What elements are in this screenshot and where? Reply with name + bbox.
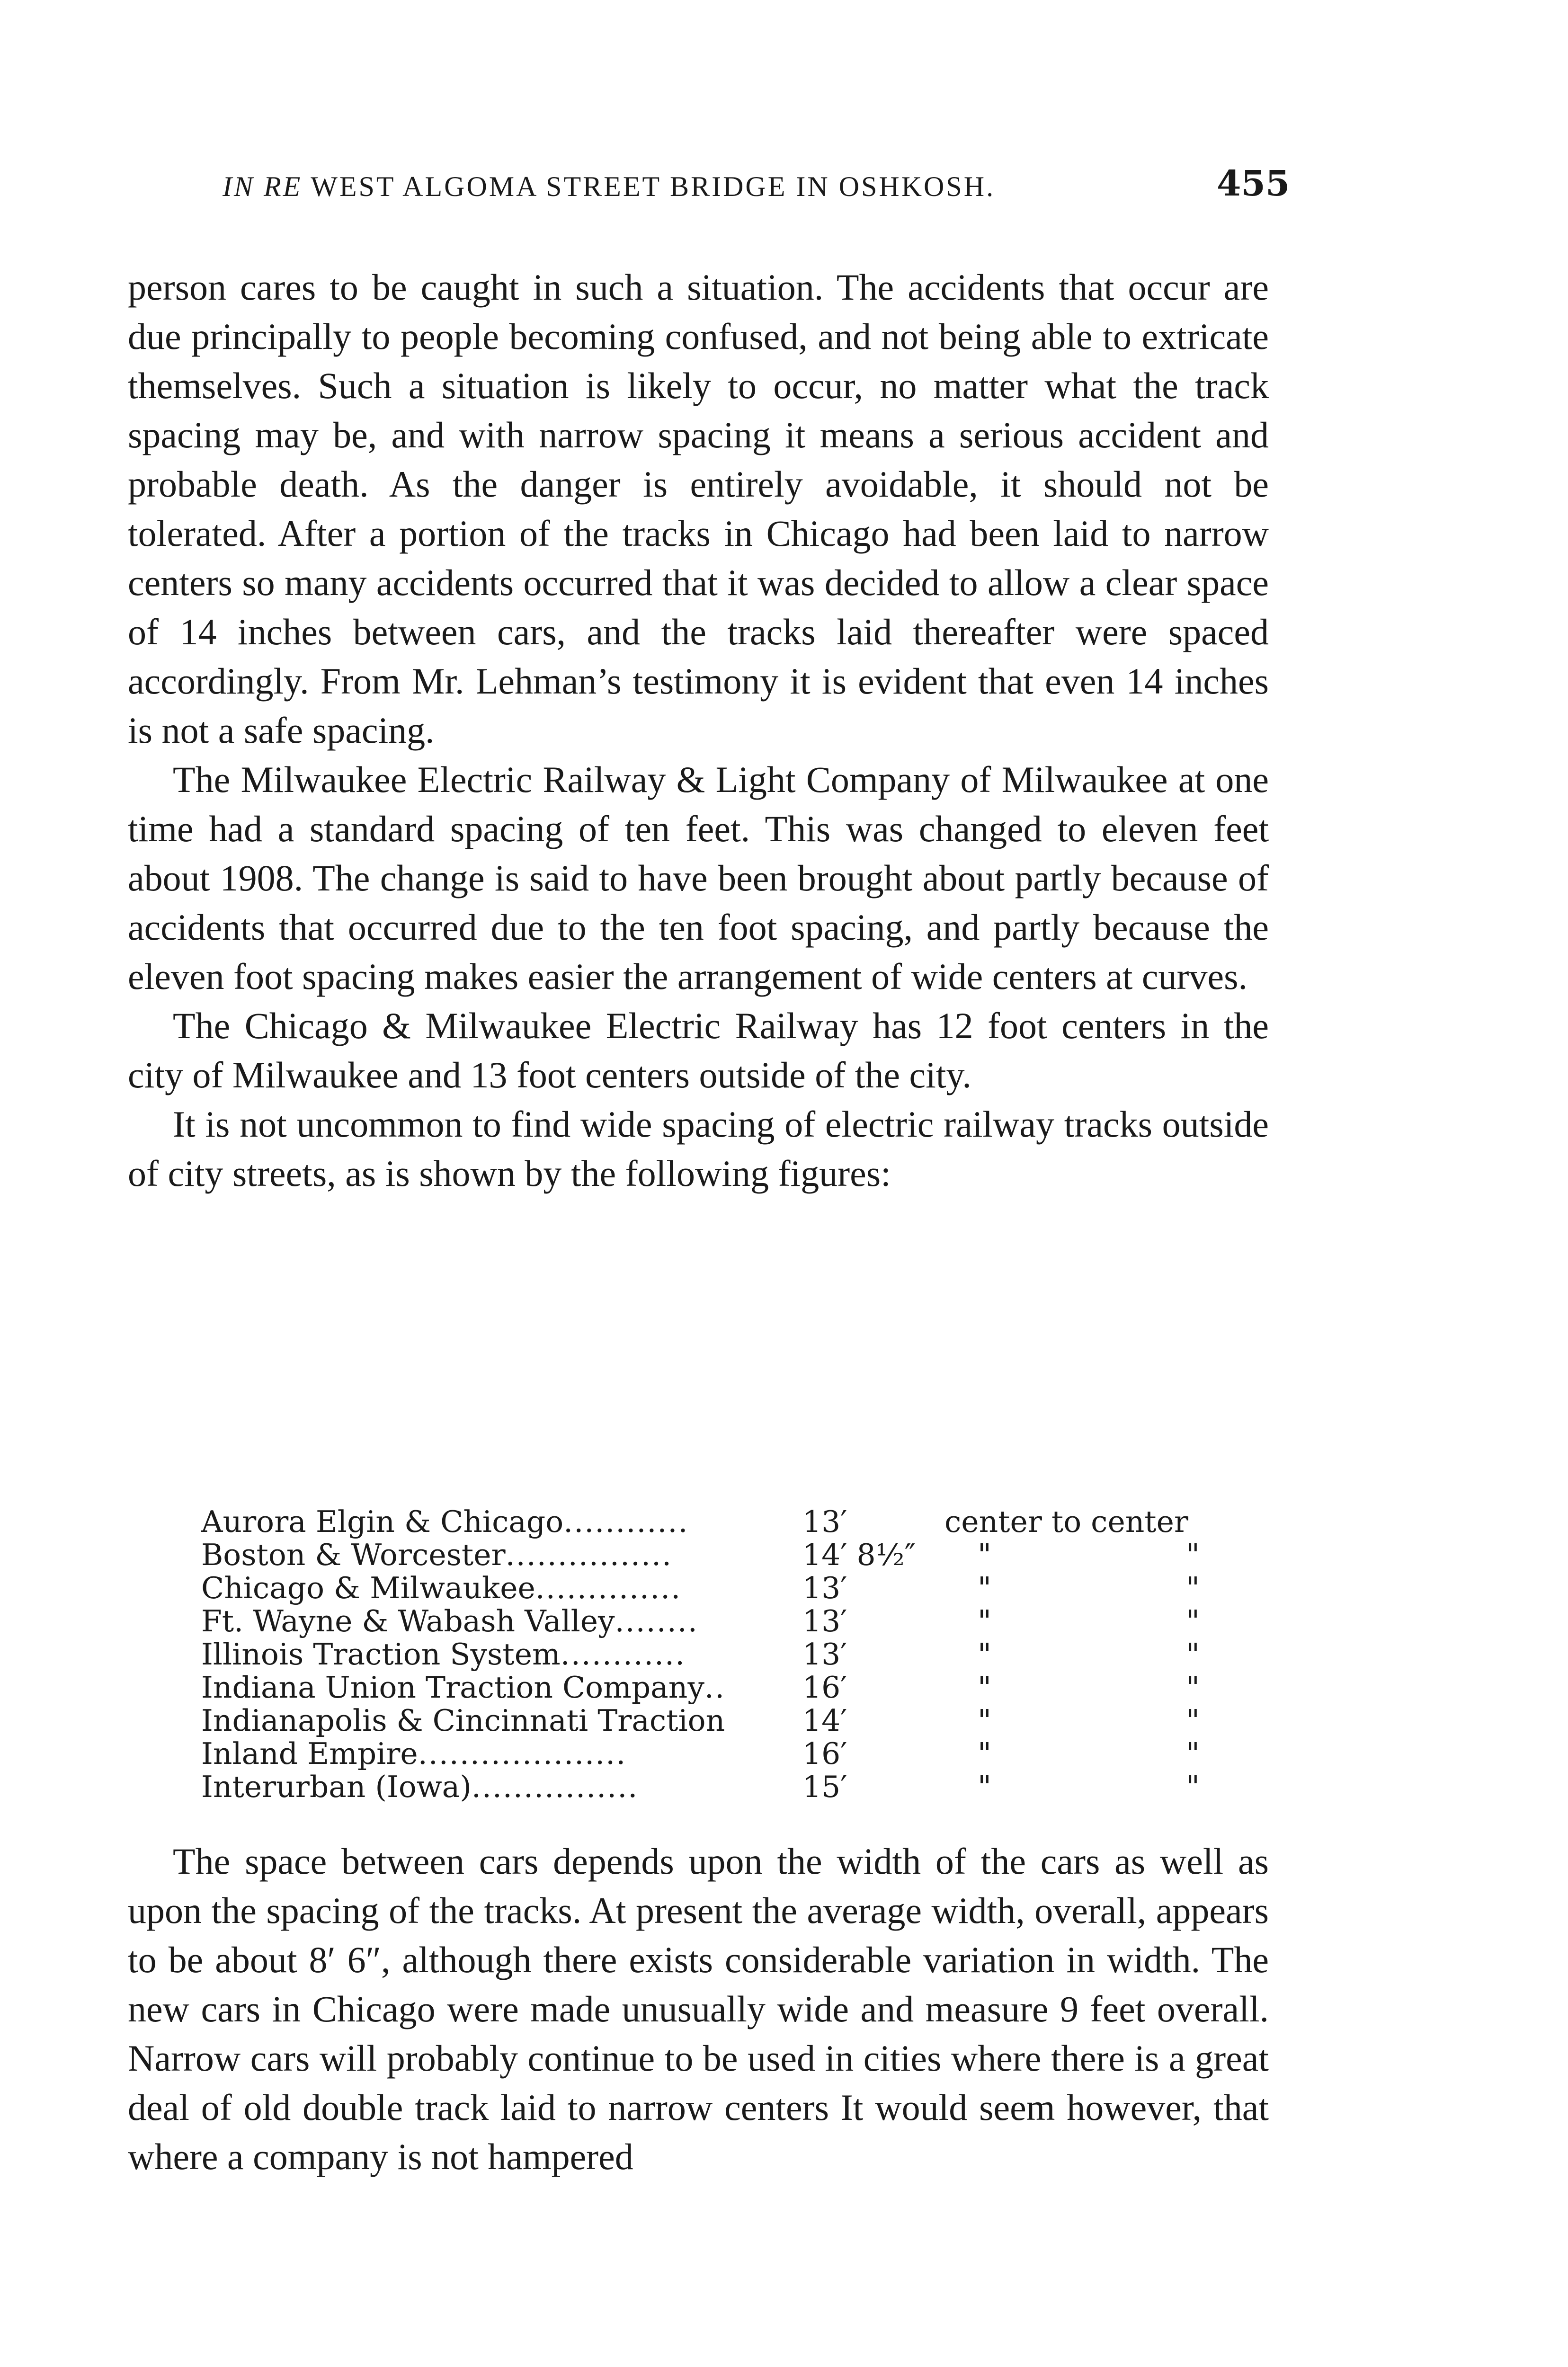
ditto-mark: " [978,1538,991,1572]
running-header-title: WEST ALGOMA STREET BRIDGE IN OSHKOSH. [302,171,996,202]
leader-dots: ................ [505,1539,673,1572]
leader-dots: ................ [471,1771,639,1804]
body-text [128,263,1269,1198]
leader-dots: .............. [535,1572,682,1605]
ditto-mark: " [1186,1736,1200,1771]
table-row [201,1638,1266,1671]
ditto-mark: " [1186,1637,1200,1672]
carrier-spacing: 13′ [802,1637,847,1672]
carrier-name: Boston & Worcester [201,1539,506,1572]
body-text-continued [128,1837,1269,2181]
carrier-name: Illinois Traction System [201,1638,561,1671]
table-row [201,1539,1266,1572]
carrier-spacing: 16′ [802,1736,847,1771]
track-spacing-table [201,1505,1266,1804]
ditto-mark: " [1186,1604,1200,1638]
running-header [223,170,1264,203]
ditto-mark: " [978,1670,991,1705]
ditto-mark: " [1186,1538,1200,1572]
leader-dots: .. [704,1671,725,1704]
ditto-mark: " [1186,1703,1200,1738]
table-row [201,1704,1266,1737]
carrier-name: Ft. Wayne & Wabash Valley [201,1605,615,1638]
carrier-name: Indiana Union Traction Company [201,1671,704,1704]
carrier-name: Indianapolis & Cincinnati Traction [201,1704,725,1737]
carrier-spacing: 14′ 8½″ [802,1538,916,1572]
carrier-name: Interurban (Iowa) [201,1771,472,1804]
carrier-spacing: 14′ [802,1703,847,1738]
carrier-spacing: 16′ [802,1670,847,1705]
ditto-mark: " [978,1571,991,1605]
ditto-mark: " [1186,1571,1200,1605]
paragraph-1: person cares to be caught in such a situation. The accidents that occur are due principally to people becoming confused, and not being able to extricate themselves. Such a situation is likely to occur, no matter what the track spacing may be, and with narrow spacing it means a serious accident and probable death. As the danger is entirely avoidable, it should not be tolerated. After a portion of the tracks in Chicago had been laid to narrow centers so many accidents occurred that it was decided to allow a clear space of 14 inches between cars, and the tracks laid thereafter were spaced accordingly. From Mr. Lehman’s testimony it is evident that even 14 inches is not a safe spacing. [128,267,1269,751]
leader-dots: .................... [418,1737,627,1771]
ditto-mark: " [1186,1770,1200,1804]
running-header-italic: IN RE [223,171,303,202]
table-row [201,1671,1266,1704]
paragraph-3: The Chicago & Milwaukee Electric Railway has 12 foot centers in the city of Milwaukee and 13 foot centers outside of the city. [128,1005,1269,1095]
paragraph-4: It is not uncommon to find wide spacing of electric railway tracks outside of city streets, as is shown by the following figures: [128,1103,1269,1194]
table-row [201,1605,1266,1638]
table-row [201,1737,1266,1771]
carrier-spacing: 15′ [802,1770,847,1804]
ditto-mark: " [978,1736,991,1771]
carrier-name: Chicago & Milwaukee [201,1572,535,1605]
ditto-mark: " [978,1604,991,1638]
spacing-note: center to center [944,1504,1189,1539]
ditto-mark: " [978,1703,991,1738]
paragraph-5: The space between cars depends upon the width of the cars as well as upon the spacing of the tracks. At present the average width, overall, appears to be about 8′ 6″, although there exists considerable variation in width. The new cars in Chicago were made unusually wide and measure 9 feet overall. Narrow cars will probably continue to be used in cities where there is a great deal of old double track laid to narrow centers It would seem however, that where a company is not hampered [128,1841,1269,2177]
table-row [201,1505,1266,1539]
ditto-mark: " [978,1637,991,1672]
carrier-spacing: 13′ [802,1504,847,1539]
table-row [201,1572,1266,1605]
carrier-spacing: 13′ [802,1604,847,1638]
carrier-spacing: 13′ [802,1571,847,1605]
paragraph-2: The Milwaukee Electric Railway & Light Company of Milwaukee at one time had a standard spacing of ten feet. This was changed to eleven feet about 1908. The change is said to have been brought about partly because of accidents that occurred due to the ten foot spacing, and partly because the eleven foot spacing makes easier the arrangement of wide centers at curves. [128,759,1269,997]
carrier-name: Inland Empire [201,1737,418,1771]
leader-dots: ........ [615,1605,698,1638]
leader-dots: ............ [560,1638,686,1671]
leader-dots: ............ [563,1505,689,1539]
carrier-name: Aurora Elgin & Chicago [201,1505,564,1539]
ditto-mark: " [1186,1670,1200,1705]
ditto-mark: " [978,1770,991,1804]
table-row [201,1771,1266,1804]
page-number: 455 [1217,163,1290,204]
